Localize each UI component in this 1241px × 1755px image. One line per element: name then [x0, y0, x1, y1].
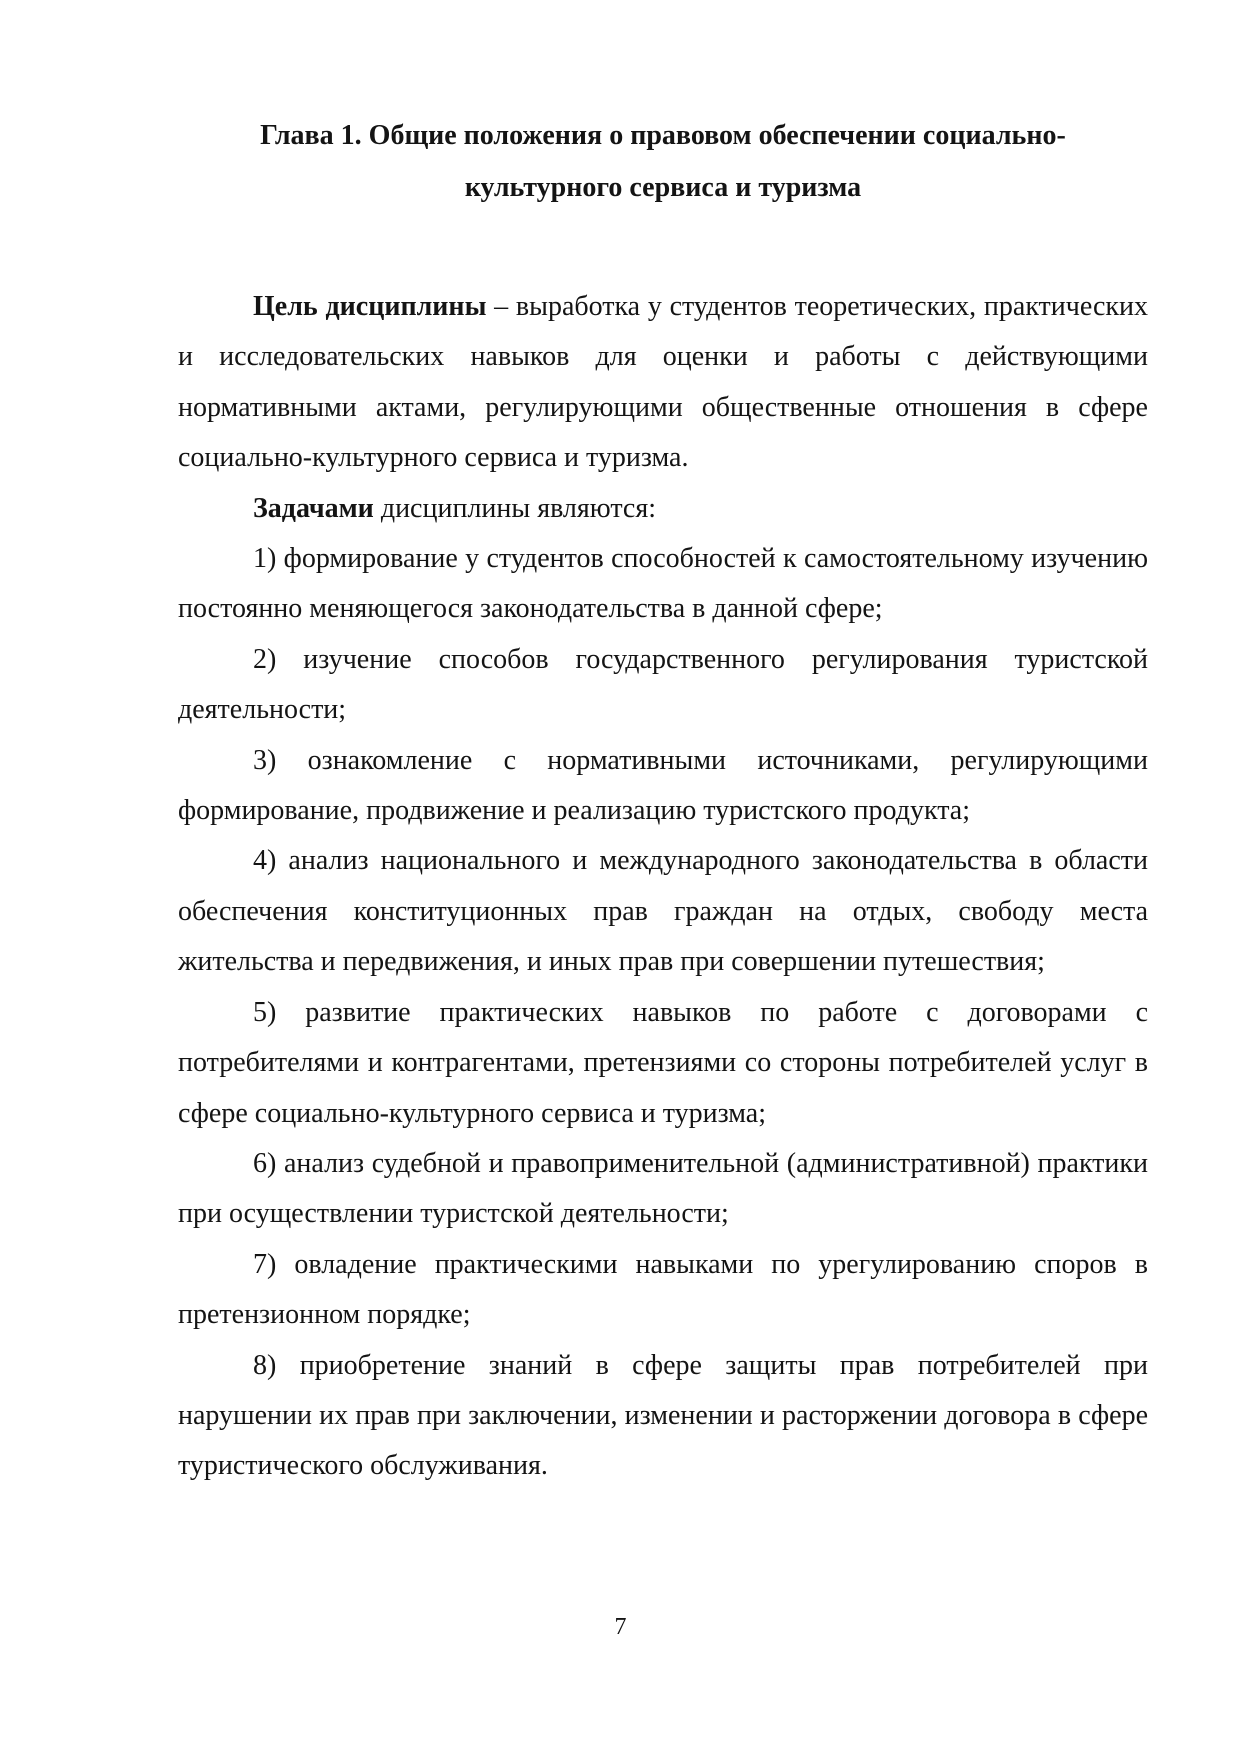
- goal-text: – выработка у студентов теоретических, практических и исследовательских навыков для оценки и работы с действующими нормативными актами, регулирующими общественные отношения в сфере социально-культурного сервиса и туризма.: [178, 291, 1148, 474]
- page-content: [178, 110, 1148, 1492]
- chapter-title-line-2: культурного сервиса и туризма: [464, 172, 862, 203]
- goal-paragraph: [178, 282, 1148, 484]
- tasks-term: Задачами: [253, 492, 374, 524]
- body-text: [178, 282, 1148, 1492]
- task-item-2: 2) изучение способов государственного регулирования туристской деятельности;: [178, 643, 1148, 726]
- task-item-5: 5) развитие практических навыков по работе с договорами с потребителями и контрагентами, претензиями со стороны потребителей услуг в сфере социально-культурного сервиса и туризма;: [178, 996, 1148, 1129]
- task-item-3: 3) ознакомление с нормативными источниками, регулирующими формирование, продвижение и реализацию туристского продукта;: [178, 744, 1148, 827]
- task-item-4: 4) анализ национального и международного законодательства в области обеспечения конституционных прав граждан на отдых, свободу места жительства и передвижения, и иных прав при совершении путешествия;: [178, 845, 1148, 978]
- chapter-title: [178, 110, 1148, 214]
- tasks-intro-text: дисциплины являются:: [373, 492, 656, 524]
- tasks-intro-paragraph: [178, 484, 1148, 534]
- task-item-8: 8) приобретение знаний в сфере защиты прав потребителей при нарушении их прав при заключении, изменении и расторжении договора в сфере туристического обслуживания.: [178, 1349, 1148, 1482]
- task-item-6: 6) анализ судебной и правоприменительной (административной) практики при осуществлении туристской деятельности;: [178, 1147, 1148, 1230]
- task-item-1: 1) формирование у студентов способностей к самостоятельному изучению постоянно меняющегося законодательства в данной сфере;: [178, 543, 1148, 625]
- chapter-title-line-1: Глава 1. Общие положения о правовом обеспечении социально-: [260, 120, 1066, 151]
- goal-term: Цель дисциплины: [253, 291, 487, 322]
- page-number: 7: [614, 1614, 627, 1640]
- task-item-7: 7) овладение практическими навыками по урегулированию споров в претензионном порядке;: [178, 1248, 1148, 1331]
